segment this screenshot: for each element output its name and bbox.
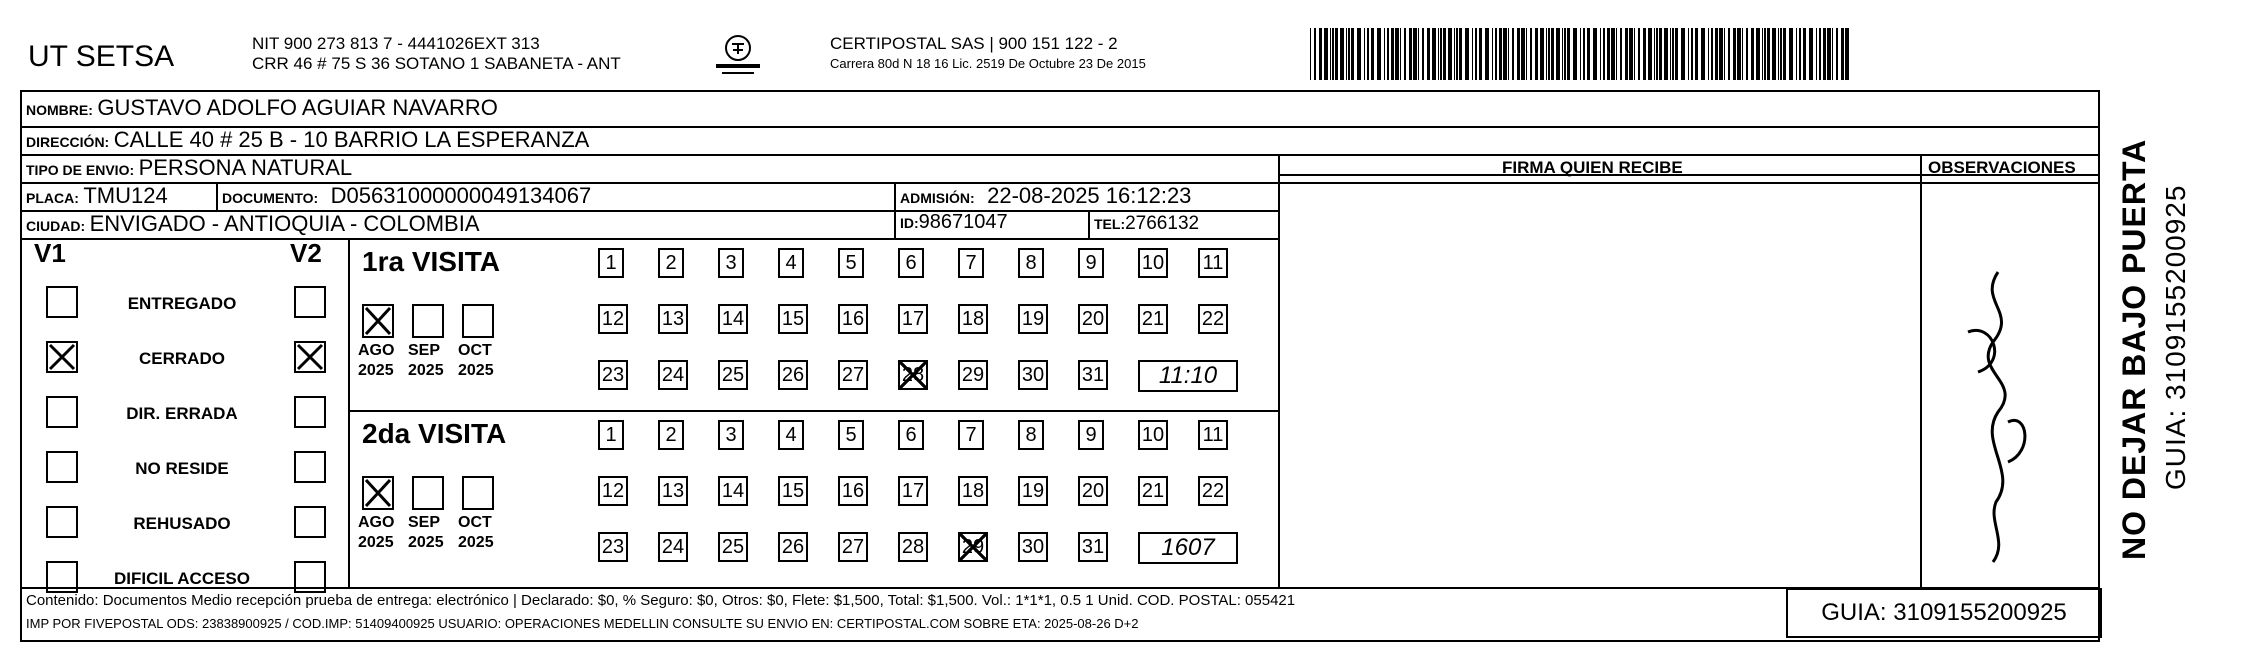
day-box[interactable]: 24	[658, 360, 688, 390]
day-box[interactable]: 8	[1018, 248, 1044, 278]
day-box[interactable]: 15	[778, 476, 808, 506]
ciudad-value: ENVIGADO - ANTIOQUIA - COLOMBIA	[89, 211, 480, 236]
placa-value: TMU124	[83, 183, 168, 208]
nombre-label: NOMBRE:	[26, 102, 93, 118]
tel-label: TEL:	[1094, 216, 1126, 232]
ciudad-label: CIUDAD:	[26, 218, 86, 234]
status-option-label: NO RESIDE	[135, 459, 229, 478]
observaciones-header: OBSERVACIONES	[1928, 158, 2076, 177]
tipo-envio-label: TIPO DE ENVIO:	[26, 162, 135, 178]
nit-line-2: CRR 46 # 75 S 36 SOTANO 1 SABANETA - ANT	[252, 54, 621, 73]
day-box[interactable]: 27	[838, 360, 868, 390]
day-box[interactable]: 28	[898, 360, 928, 390]
certipostal-logo	[712, 32, 764, 78]
day-box[interactable]: 10	[1138, 420, 1168, 450]
day-box[interactable]: 10	[1138, 248, 1168, 278]
month-checkbox[interactable]	[462, 304, 494, 338]
day-box[interactable]: 25	[718, 532, 748, 562]
day-box[interactable]: 9	[1078, 248, 1104, 278]
tipo-envio-row	[26, 155, 352, 181]
day-box[interactable]: 3	[718, 420, 744, 450]
id-row	[900, 211, 1008, 234]
visit-time[interactable]: 1607	[1138, 532, 1238, 564]
status-option-label: CERRADO	[139, 349, 225, 368]
day-box[interactable]: 26	[778, 532, 808, 562]
v2-checkbox[interactable]	[294, 396, 326, 428]
day-box[interactable]: 11	[1198, 420, 1228, 450]
v1-checkbox[interactable]	[46, 286, 78, 318]
day-box[interactable]: 3	[718, 248, 744, 278]
tel-value: 2766132	[1125, 213, 1200, 234]
day-box[interactable]: 11	[1198, 248, 1228, 278]
day-box[interactable]: 23	[598, 360, 628, 390]
observation-signature	[1938, 242, 2058, 572]
status-option-label: REHUSADO	[133, 514, 231, 533]
day-box[interactable]: 15	[778, 304, 808, 334]
day-box[interactable]: 31	[1078, 360, 1108, 390]
v1-checkbox[interactable]	[46, 396, 78, 428]
company-name: UT SETSA	[28, 40, 175, 73]
day-box[interactable]: 1	[598, 248, 624, 278]
visit-title: 2da VISITA	[362, 418, 507, 449]
guia-number: GUIA: 3109155200925	[1786, 588, 2102, 638]
v2-checkbox[interactable]	[294, 506, 326, 538]
day-box[interactable]: 21	[1138, 304, 1168, 334]
ciudad-row	[26, 211, 480, 237]
admision-value: 22-08-2025 16:12:23	[987, 183, 1192, 208]
tipo-envio-value: PERSONA NATURAL	[138, 155, 353, 180]
v2-header: V2	[290, 238, 322, 268]
nombre-row	[26, 95, 498, 121]
month-label: SEP	[408, 342, 441, 359]
footer-line-2: IMP POR FIVEPOSTAL ODS: 23838900925 / COD.IMP: 51409400925 USUARIO: OPERACIONES MEDELLIN CONSULTE SU ENVIO EN: CERTIPOSTAL.COM SOBRE ETA: 2025-08-26 D+2	[26, 616, 1139, 631]
divider	[2098, 92, 2100, 640]
day-box[interactable]: 30	[1018, 532, 1048, 562]
day-box[interactable]: 19	[1018, 476, 1048, 506]
month-label: AGO	[358, 342, 395, 359]
day-box[interactable]: 22	[1198, 304, 1228, 334]
v1-checkbox[interactable]	[46, 561, 78, 593]
month-checkbox[interactable]	[362, 476, 394, 510]
visit-title: 1ra VISITA	[362, 246, 500, 277]
day-box[interactable]: 13	[658, 304, 688, 334]
nit-line-1: NIT 900 273 813 7 - 4441026EXT 313	[252, 34, 540, 53]
month-label: AGO	[358, 514, 395, 531]
day-box[interactable]: 29	[958, 532, 988, 562]
day-box[interactable]: 7	[958, 248, 984, 278]
day-box[interactable]: 12	[598, 304, 628, 334]
month-checkbox[interactable]	[412, 304, 444, 338]
firma-header: FIRMA QUIEN RECIBE	[1502, 158, 1683, 177]
day-box[interactable]: 23	[598, 532, 628, 562]
day-box[interactable]: 2	[658, 420, 684, 450]
day-box[interactable]: 1	[598, 420, 624, 450]
status-option-label: DIR. ERRADA	[126, 404, 238, 423]
divider	[216, 182, 218, 210]
v2-checkbox[interactable]	[294, 451, 326, 483]
day-box[interactable]: 16	[838, 304, 868, 334]
day-box[interactable]: 31	[1078, 532, 1108, 562]
day-box[interactable]: 25	[718, 360, 748, 390]
day-box[interactable]: 19	[1018, 304, 1048, 334]
v2-checkbox[interactable]	[294, 561, 326, 593]
day-box[interactable]: 24	[658, 532, 688, 562]
day-box[interactable]: 16	[838, 476, 868, 506]
day-box[interactable]: 26	[778, 360, 808, 390]
documento-value: D05631000000049134067	[330, 183, 592, 208]
status-option-label: DIFICIL ACCESO	[113, 569, 250, 588]
day-box[interactable]: 21	[1138, 476, 1168, 506]
no-dejar-bajo-puerta: NO DEJAR BAJO PUERTA	[2116, 138, 2152, 560]
divider	[348, 410, 1278, 412]
documento-label: DOCUMENTO:	[222, 190, 319, 206]
day-box[interactable]: 30	[1018, 360, 1048, 390]
day-box[interactable]: 28	[898, 532, 928, 562]
day-box[interactable]: 20	[1078, 476, 1108, 506]
day-box[interactable]: 6	[898, 248, 924, 278]
direccion-value: CALLE 40 # 25 B - 10 BARRIO LA ESPERANZA	[113, 127, 590, 152]
day-box[interactable]: 5	[838, 248, 864, 278]
placa-label: PLACA:	[26, 190, 79, 206]
v2-checkbox[interactable]	[294, 286, 326, 318]
day-box[interactable]: 9	[1078, 420, 1104, 450]
day-box[interactable]: 29	[958, 360, 988, 390]
nombre-value: GUSTAVO ADOLFO AGUIAR NAVARRO	[97, 95, 498, 120]
day-box[interactable]: 17	[898, 476, 928, 506]
divider	[22, 238, 1278, 240]
divider	[894, 182, 896, 238]
month-label: OCT	[458, 342, 492, 359]
placa-row	[26, 183, 168, 209]
day-box[interactable]: 13	[658, 476, 688, 506]
day-box[interactable]: 14	[718, 476, 748, 506]
month-checkbox[interactable]	[462, 476, 494, 510]
year-label: 2025	[458, 534, 494, 551]
day-box[interactable]: 4	[778, 248, 804, 278]
v1-checkbox[interactable]	[46, 506, 78, 538]
certipostal-line-2: Carrera 80d N 18 16 Lic. 2519 De Octubre 23 De 2015	[830, 56, 1146, 71]
documento-row	[222, 183, 591, 209]
divider	[1278, 154, 1280, 587]
v2-checkbox[interactable]	[294, 341, 326, 373]
side-guia-number: GUIA: 3109155200925	[2160, 184, 2191, 490]
day-box[interactable]: 22	[1198, 476, 1228, 506]
day-box[interactable]: 2	[658, 248, 684, 278]
day-box[interactable]: 5	[838, 420, 864, 450]
v1-checkbox[interactable]	[46, 451, 78, 483]
direccion-row	[26, 127, 589, 153]
delivery-form	[20, 90, 2100, 642]
company-nit	[252, 34, 621, 74]
status-option-label: ENTREGADO	[127, 294, 237, 313]
day-box[interactable]: 4	[778, 420, 804, 450]
month-checkbox[interactable]	[412, 476, 444, 510]
admision-row	[900, 183, 1191, 209]
year-label: 2025	[358, 534, 394, 551]
year-label: 2025	[408, 534, 444, 551]
day-box[interactable]: 20	[1078, 304, 1108, 334]
id-label: ID:	[900, 215, 919, 231]
certipostal-line-1: CERTIPOSTAL SAS | 900 151 122 - 2	[830, 34, 1118, 53]
visit-time[interactable]: 11:10	[1138, 360, 1238, 392]
day-box[interactable]: 7	[958, 420, 984, 450]
certipostal-info	[830, 34, 1146, 74]
day-box[interactable]: 6	[898, 420, 924, 450]
direccion-label: DIRECCIÓN:	[26, 134, 110, 150]
day-box[interactable]: 27	[838, 532, 868, 562]
admision-label: ADMISIÓN:	[900, 190, 975, 206]
day-box[interactable]: 12	[598, 476, 628, 506]
day-box[interactable]: 14	[718, 304, 748, 334]
v1-checkbox[interactable]	[46, 341, 78, 373]
month-label: SEP	[408, 514, 441, 531]
v1-header: V1	[34, 238, 66, 268]
day-box[interactable]: 8	[1018, 420, 1044, 450]
footer-line-1: Contenido: Documentos Medio recepción prueba de entrega: electrónico | Declarado: $0, % Seguro: $0, Otros: $0, Flete: $1,500, Total: $1,500. Vol.: 1*1*1, 0.5 1 Unid. COD. POSTAL: 055421	[26, 592, 1296, 609]
year-label: 2025	[458, 362, 494, 379]
day-box[interactable]: 17	[898, 304, 928, 334]
day-box[interactable]: 18	[958, 476, 988, 506]
day-box[interactable]: 18	[958, 304, 988, 334]
tel-row	[1094, 213, 1199, 235]
year-label: 2025	[358, 362, 394, 379]
divider	[1920, 154, 1922, 587]
year-label: 2025	[408, 362, 444, 379]
barcode	[1310, 28, 1852, 80]
id-value: 98671047	[918, 211, 1008, 233]
divider	[348, 238, 350, 587]
month-checkbox[interactable]	[362, 304, 394, 338]
month-label: OCT	[458, 514, 492, 531]
divider	[1088, 210, 1090, 238]
